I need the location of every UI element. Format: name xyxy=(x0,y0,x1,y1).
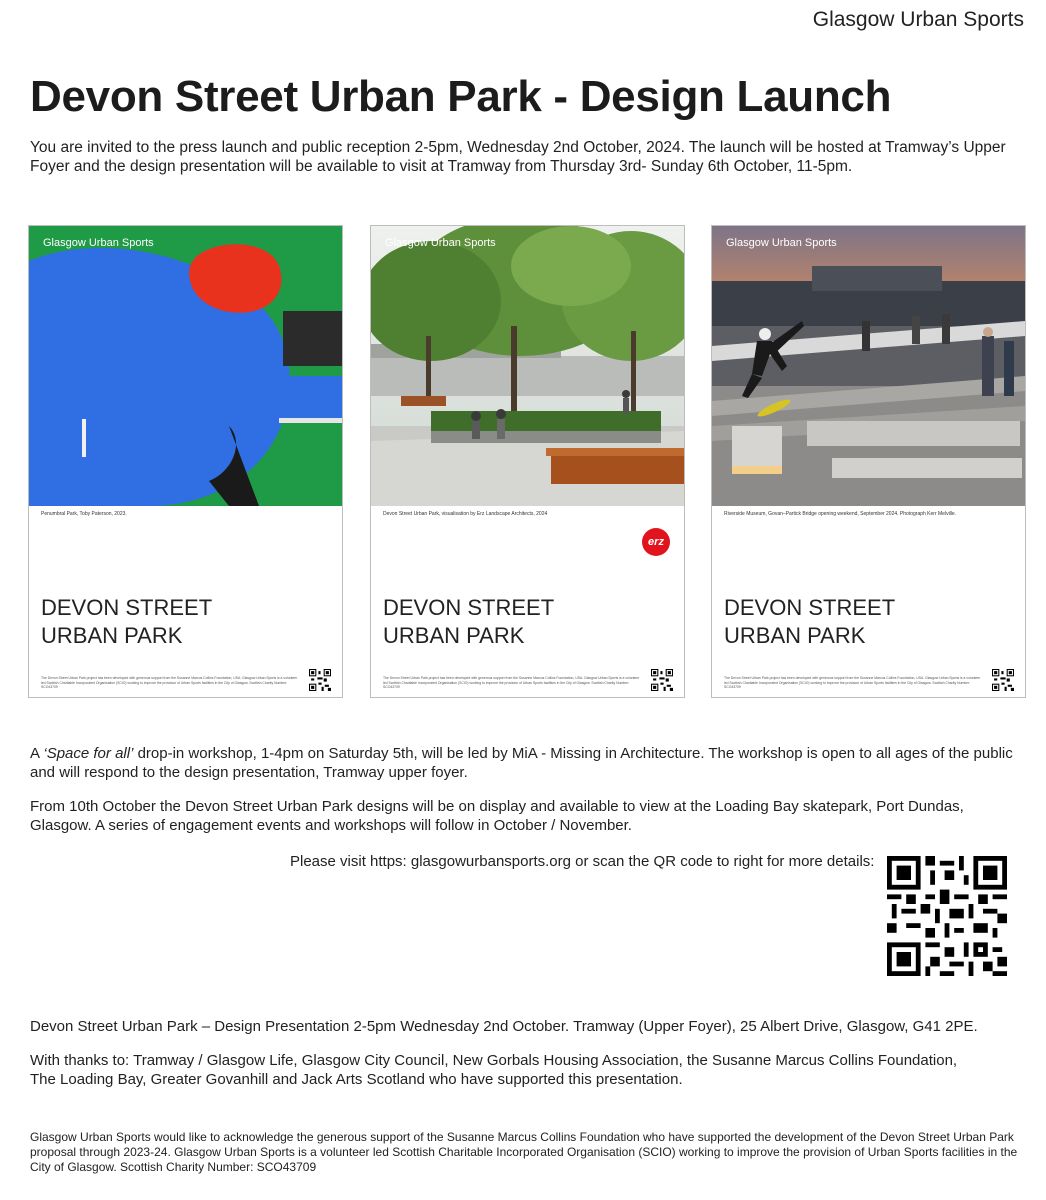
poster-caption: Devon Street Urban Park, visualisation by Erz Landscape Architects, 2024 xyxy=(383,511,548,517)
poster-brand-tag: Glasgow Urban Sports xyxy=(43,237,154,249)
poster-title xyxy=(383,594,554,650)
poster-title-line1: DEVON STREET xyxy=(41,595,213,620)
poster-fine-print: The Devon Street Urban Park project has been developed with generous support from the Susanne Marcus Collins Foundation, USA. Glasgow Urban Sports is a volunteer led Scottish Charitable Incorporated Organisation (SCIO) working to improve the provision of Urban Sports facilities in the City of Glasgow. Scottish Charity Number: SCO43709 xyxy=(41,676,298,689)
poster-title-line2: URBAN PARK xyxy=(41,623,183,648)
poster-fine-print: The Devon Street Urban Park project has been developed with generous support from the Susanne Marcus Collins Foundation, USA. Glasgow Urban Sports is a volunteer led Scottish Charitable Incorporated Organisation (SCIO) working to improve the provision of Urban Sports facilities in the City of Glasgow. Scottish Charity Number: SCO43709 xyxy=(724,676,981,689)
poster-brand-tag: Glasgow Urban Sports xyxy=(385,237,496,249)
poster-caption: Riverside Museum, Govan–Partick Bridge opening weekend, September 2024. Photograph Kerr Melville. xyxy=(724,511,957,517)
brand-name: Glasgow Urban Sports xyxy=(812,8,1024,31)
workshop-name: ‘Space for all’ xyxy=(43,745,134,762)
intro-text: You are invited to the press launch and public reception 2-5pm, Wednesday 2nd October, 2024. The launch will be hosted at Tramway’s Upper Foyer and the design presentation will be available to visit at Tramway from Thursday 3rd- Sunday 6th October, 11-5pm. xyxy=(30,139,1006,175)
workshop-prefix: A xyxy=(30,745,44,762)
poster-fine-print: The Devon Street Urban Park project has been developed with generous support from the Susanne Marcus Collins Foundation, USA. Glasgow Urban Sports is a volunteer led Scottish Charitable Incorporated Organisation (SCIO) working to improve the provision of Urban Sports facilities in the City of Glasgow. Scottish Charity Number: SCO43709 xyxy=(383,676,640,689)
poster-title-line1: DEVON STREET xyxy=(724,595,896,620)
poster-penumbral-park xyxy=(28,225,343,698)
poster-title-line2: URBAN PARK xyxy=(724,623,866,648)
presentation-details: Devon Street Urban Park – Design Presentation 2-5pm Wednesday 2nd October. Tramway (Upper Foyer), 25 Albert Drive, Glasgow, G41 2PE. xyxy=(30,1018,978,1035)
thanks-paragraph xyxy=(30,1051,1025,1089)
poster-brand-tag: Glasgow Urban Sports xyxy=(726,237,837,249)
thanks-line2: The Loading Bay, Greater Govanhill and Jack Arts Scotland who have supported this presentation. xyxy=(30,1071,683,1088)
poster-photo xyxy=(371,226,684,506)
qr-code-icon xyxy=(992,669,1014,691)
poster-title xyxy=(724,594,895,650)
poster-visualisation xyxy=(370,225,685,698)
erz-logo: erz xyxy=(642,528,670,556)
qr-code-icon xyxy=(309,669,331,691)
page-title: Devon Street Urban Park - Design Launch xyxy=(30,72,892,121)
poster-title xyxy=(41,594,212,650)
visit-text: Please visit https: glasgowurbansports.org or scan the QR code to right for more details: xyxy=(290,853,875,870)
poster-caption: Penumbral Park, Toby Paterson, 2023. xyxy=(41,511,127,517)
thanks-line1: With thanks to: Tramway / Glasgow Life, Glasgow City Council, New Gorbals Housing Association, the Susanne Marcus Collins Foundation, xyxy=(30,1052,958,1069)
qr-code-icon[interactable] xyxy=(887,856,1007,976)
acknowledgement-text: Glasgow Urban Sports would like to acknowledge the generous support of the Susanne Marcus Collins Foundation who have supported the development of the Devon Street Urban Park proposal through 2023-24. Glasgow Urban Sports is a volunteer led Scottish Charitable Incorporated Organisation (SCIO) working to improve the provision of Urban Sports facilities in the City of Glasgow. Scottish Charity Number: SCO43709 xyxy=(30,1130,1018,1174)
display-paragraph: From 10th October the Devon Street Urban Park designs will be on display and available to view at the Loading Bay skatepark, Port Dundas, Glasgow. A series of engagement events and workshops will follow in October / November. xyxy=(30,798,964,834)
workshop-text: drop-in workshop, 1-4pm on Saturday 5th, will be led by MiA - Missing in Architecture. The workshop is open to all ages of the public and will respond to the design presentation, Tramway upper foyer. xyxy=(30,745,1013,781)
poster-title-line2: URBAN PARK xyxy=(383,623,525,648)
qr-code-icon xyxy=(651,669,673,691)
workshop-paragraph xyxy=(30,744,1025,782)
poster-photo xyxy=(712,226,1025,506)
poster-riverside-photo xyxy=(711,225,1026,698)
poster-title-line1: DEVON STREET xyxy=(383,595,555,620)
poster-artwork xyxy=(29,226,342,506)
